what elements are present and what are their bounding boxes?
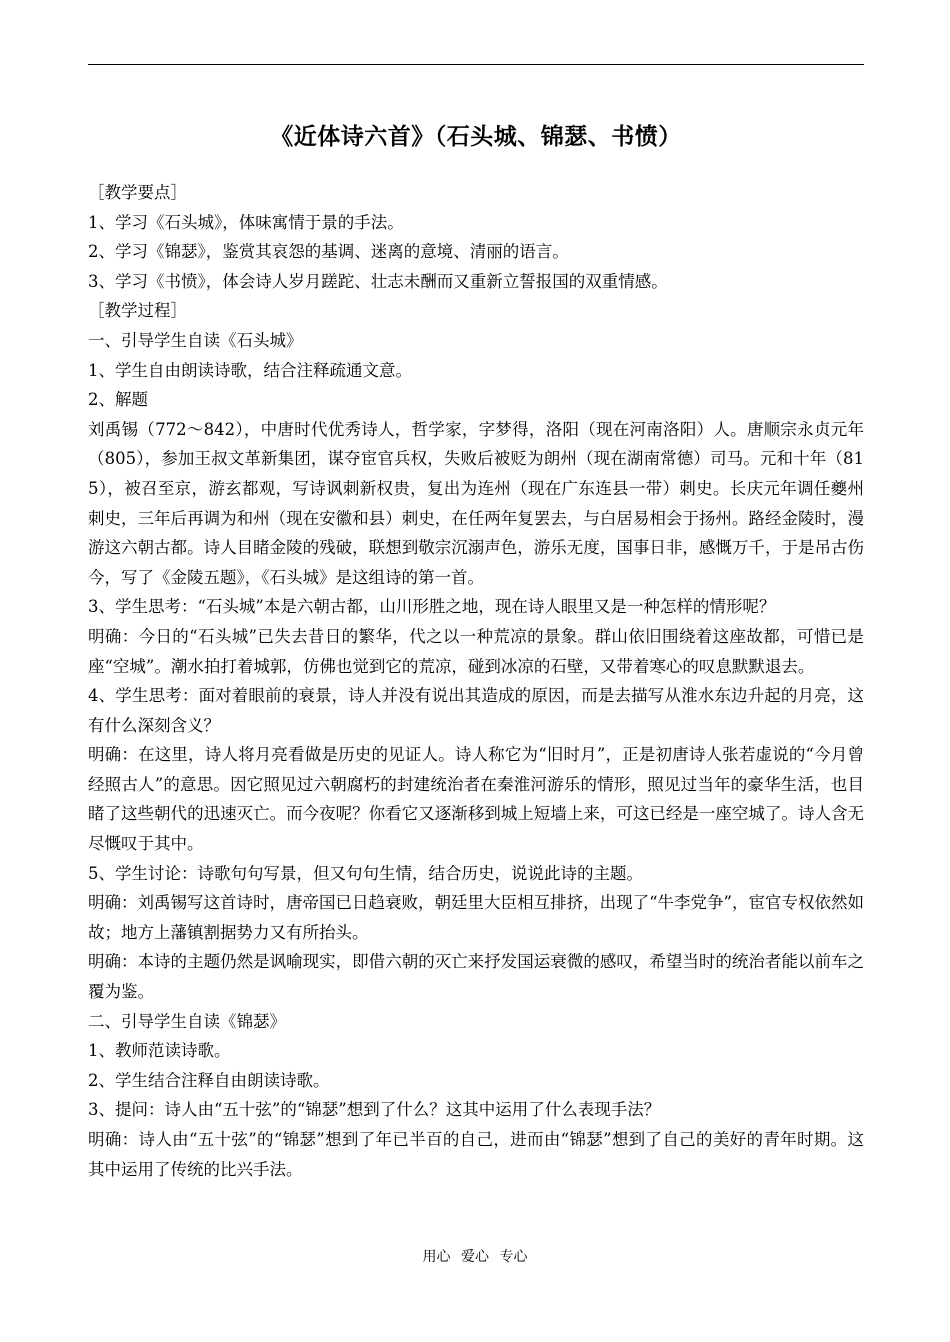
section-heading: ［教学过程］ <box>88 301 187 321</box>
question: 3、提问：诗人由“五十弦”的“锦瑟”想到了什么？这其中运用了什么表现手法？ <box>88 1100 661 1120</box>
answer: 明确：在这里，诗人将月亮看做是历史的见证人。诗人称它为“旧时月”，正是初唐诗人张若虚说的“今月曾经照古人”的意思。因它照见过六朝腐朽的封建统治者在秦淮河游乐的情形，照见过当年的豪华生活，也目睹了这些朝代的迅速灭亡。而今夜呢？你看它又逐渐移到城上短墙上来，可这已经是一座空城了。诗人含无尽慨叹于其中。 <box>88 745 864 854</box>
document-title: 《近体诗六首》（石头城、锦瑟、书愤） <box>270 123 682 150</box>
list-item: 2、解题 <box>88 390 148 410</box>
list-item: 2、学习《锦瑟》，鉴赏其哀怨的基调、迷离的意境、清丽的语言。 <box>88 242 569 262</box>
document-body <box>88 178 864 1184</box>
list-item: 2、学生结合注释自由朗读诗歌。 <box>88 1070 330 1090</box>
list-item: 3、学习《书愤》，体会诗人岁月蹉跎、壮志未酬而又重新立誓报国的双重情感。 <box>88 271 668 291</box>
header-rule <box>88 64 864 65</box>
answer: 明确：本诗的主题仍然是讽喻现实，即借六朝的灭亡来抒发国运衰微的感叹，希望当时的统治者能以前车之覆为鉴。 <box>88 952 864 1002</box>
question: 4、学生思考：面对着眼前的衰景，诗人并没有说出其造成的原因，而是去描写从淮水东边升起的月亮，这有什么深刻含义？ <box>88 686 864 735</box>
subsection-heading: 一、引导学生自读《石头城》 <box>88 330 303 350</box>
answer: 明确：刘禹锡写这首诗时，唐帝国已日趋衰败，朝廷里大臣相互排挤，出现了“牛李党争”，宦官专权依然如故；地方上藩镇割据势力又有所抬头。 <box>88 893 864 942</box>
subsection-heading: 二、引导学生自读《锦瑟》 <box>88 1011 286 1031</box>
list-item: 1、学生自由朗读诗歌，结合注释疏通文意。 <box>88 360 412 380</box>
answer: 明确：诗人由“五十弦”的“锦瑟”想到了年已半百的自己，进而由“锦瑟”想到了自己的美好的青年时期。这其中运用了传统的比兴手法。 <box>88 1130 864 1179</box>
question: 3、学生思考：“石头城”本是六朝古都，山川形胜之地，现在诗人眼里又是一种怎样的情形呢？ <box>88 597 776 617</box>
answer: 明确：今日的“石头城”已失去昔日的繁华，代之以一种荒凉的景象。群山依旧围绕着这座故都，可惜已是座“空城”。潮水拍打着城郭，仿佛也觉到它的荒凉，碰到冰凉的石壁，又带着寒心的叹息默默退去。 <box>88 626 864 676</box>
list-item: 1、学习《石头城》，体味寓情于景的手法。 <box>88 212 404 232</box>
section-heading: ［教学要点］ <box>88 183 187 202</box>
page-footer: 用心 爱心 专心 <box>422 1249 528 1265</box>
paragraph: 刘禹锡（772～842），中唐时代优秀诗人，哲学家，字梦得，洛阳（现在河南洛阳）人。唐顺宗永贞元年（805），参加王叔文革新集团，谋夺宦官兵权，失败后被贬为朗州（现在湖南常德）司马。元和十年（815），被召至京，游玄都观，写诗讽刺新权贵，复出为连州（现在广东连县一带）刺史。长庆元年调任夔州刺史，三年后再调为和州（现在安徽和县）刺史，在任两年复罢去，与白居易相会于扬州。路经金陵时，漫游这六朝古都。诗人目睹金陵的残破，联想到敬宗沉溺声色，游乐无度，国事日非，感慨万千，于是吊古伤今，写了《金陵五题》，《石头城》是这组诗的第一首。 <box>88 419 864 587</box>
list-item: 1、教师范读诗歌。 <box>88 1041 231 1061</box>
question: 5、学生讨论：诗歌句句写景，但又句句生情，结合历史，说说此诗的主题。 <box>88 863 643 883</box>
